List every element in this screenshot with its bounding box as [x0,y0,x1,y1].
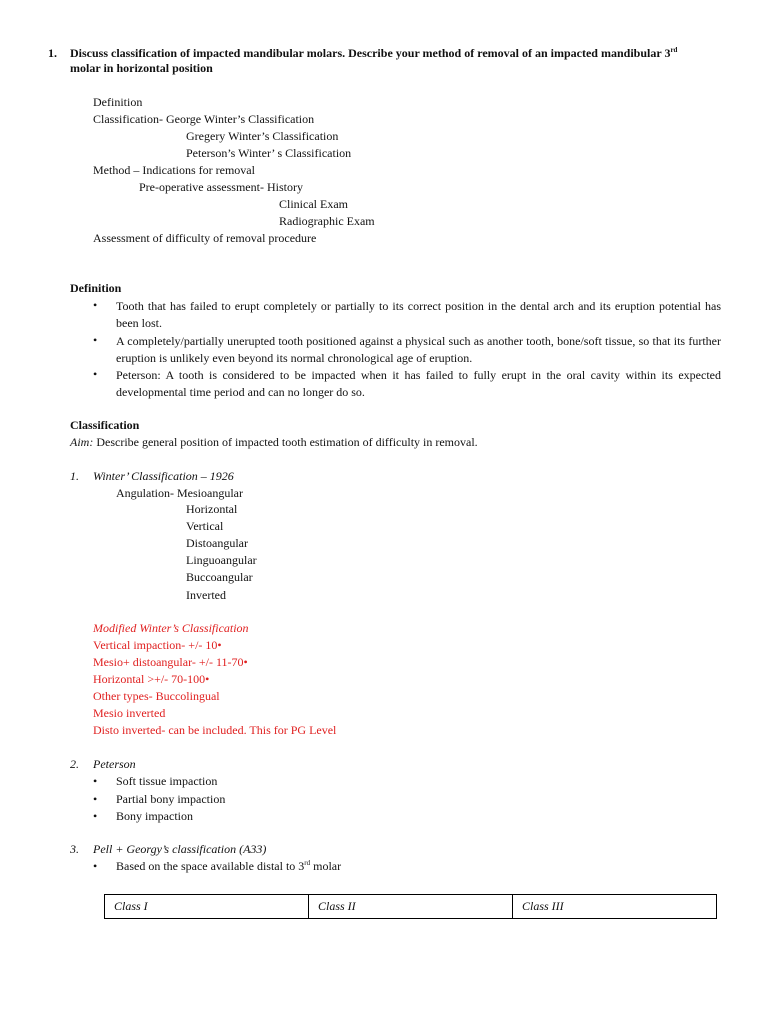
pell-bullet-text: Based on the space available distal to 3 [116,859,305,873]
question-line-1 [70,46,677,60]
definition-heading: Definition [70,281,122,295]
modified-winter-line: Horizontal >+/- 70-100• [93,672,210,686]
peterson-item: Soft tissue impaction [116,774,218,788]
modified-winter-title: Modified Winter’s Classification [93,621,249,635]
table-header-cell: Class II [309,895,513,919]
aim-text: Describe general position of impacted tooth estimation of difficulty in removal. [93,435,478,449]
angulation-item: Vertical [186,519,224,533]
bullet-icon: • [93,809,98,823]
winter-title: Winter’ Classification – 1926 [93,469,234,483]
outline-assessment: Assessment of difficulty of removal procedure [93,231,317,245]
outline-classification: Classification- George Winter’s Classification [93,112,315,126]
winter-number: 1. [70,469,79,483]
classification-heading: Classification [70,418,140,432]
outline-radiographic: Radiographic Exam [279,214,375,228]
angulation-item: Horizontal [186,502,238,516]
classification-aim [70,435,478,449]
definition-bullet-3: Peterson: A tooth is considered to be impacted when it has failed to fully erupt in the oral cavity within its expected developmental time period and can no longer do so. [116,368,721,399]
modified-winter-line: Other types- Buccolingual [93,689,220,703]
bullet-icon: • [93,333,98,347]
table-row [105,895,717,919]
question-line-2: molar in horizontal position [70,61,213,75]
bullet-icon: • [93,774,98,788]
bullet-icon: • [93,367,98,381]
angulation-item: Buccoangular [186,570,253,584]
bullet-icon: • [93,298,98,312]
outline-preop: Pre-operative assessment- History [139,180,303,194]
outline-clinical: Clinical Exam [279,197,348,211]
table-header-cell: Class III [513,895,717,919]
peterson-item: Partial bony impaction [116,792,226,806]
winter-angulation: Angulation- Mesioangular [116,486,243,500]
angulation-item: Distoangular [186,536,248,550]
peterson-number: 2. [70,757,79,771]
modified-winter-line: Disto inverted- can be included. This for PG Level [93,723,337,737]
question-number: 1. [48,46,57,60]
table-header-cell: Class I [105,895,309,919]
outline-definition: Definition [93,95,143,109]
definition-bullet-2: A completely/partially unerupted tooth positioned against a physical such as another tooth, bone/soft tissue, so that its further eruption is unlikely even beyond its normal chronological age of eruption. [116,334,721,365]
pell-class-table [104,894,717,919]
outline-gregery: Gregery Winter’s Classification [186,129,339,143]
pell-bullet-sup: rd [304,859,311,867]
outline-method: Method – Indications for removal [93,163,255,177]
bullet-icon: • [93,859,98,873]
modified-winter-line: Mesio+ distoangular- +/- 11-70• [93,655,248,669]
modified-winter-line: Vertical impaction- +/- 10• [93,638,222,652]
question-line-1-sup: rd [670,46,678,54]
angulation-item: Linguoangular [186,553,257,567]
peterson-title: Peterson [93,757,136,771]
aim-label: Aim: [70,435,94,449]
pell-number: 3. [70,842,79,856]
outline-peterson: Peterson’s Winter’ s Classification [186,146,352,160]
modified-winter-line: Mesio inverted [93,706,166,720]
peterson-item: Bony impaction [116,809,193,823]
bullet-icon: • [93,792,98,806]
pell-bullet-tail: molar [310,859,342,873]
definition-bullet-1: Tooth that has failed to erupt completely or partially to its correct position in the dental arch and its eruption potential has been lost. [116,299,721,330]
pell-title: Pell + Georgy’s classification (A33) [93,842,267,856]
angulation-item: Inverted [186,588,226,602]
question-line-1-text: Discuss classification of impacted mandibular molars. Describe your method of removal of an impacted mandibular 3 [70,46,671,60]
pell-bullet [116,859,341,873]
